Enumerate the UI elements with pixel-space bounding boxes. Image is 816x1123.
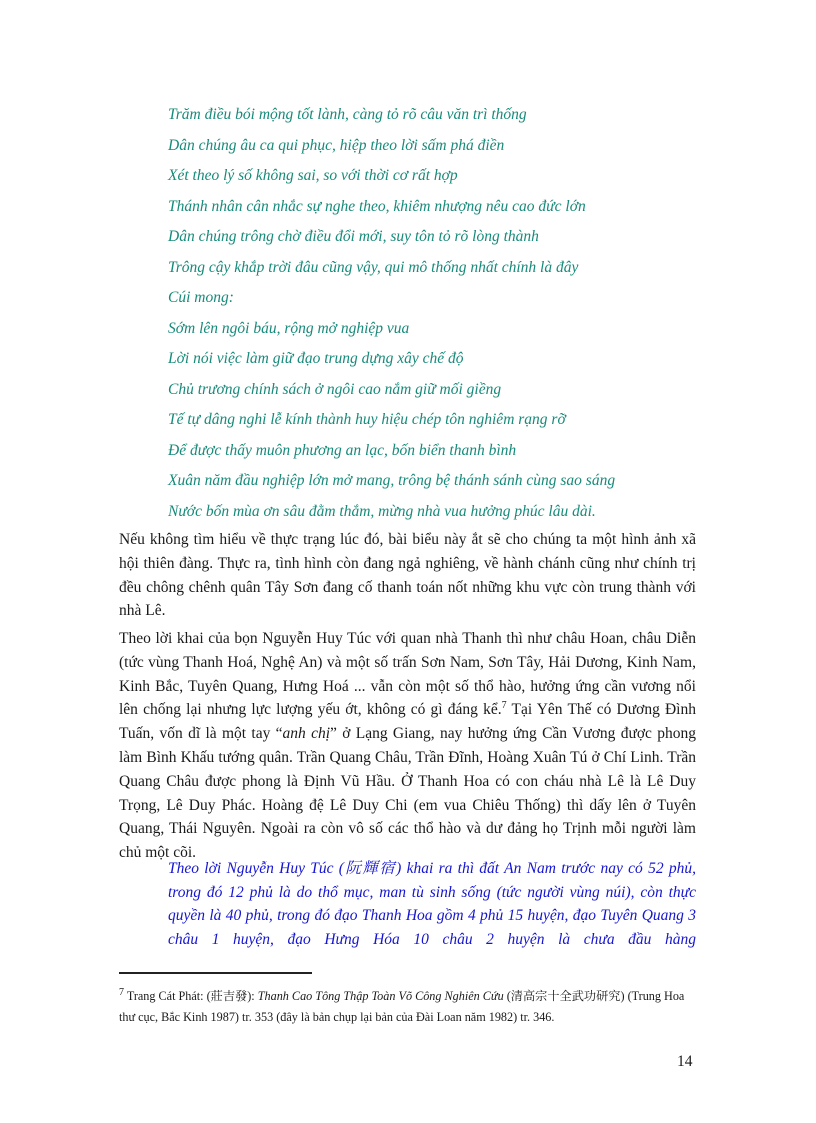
poem-line: Trăm điều bói mộng tốt lành, càng tỏ rõ câu văn trì thống <box>168 106 527 123</box>
poem-line: Cúi mong: <box>168 289 234 306</box>
paragraph-1-text: Nếu không tìm hiểu về thực trạng lúc đó, bài biểu này ắt sẽ cho chúng ta một hình ảnh xã hội thiên đàng. Thực ra, tình hình còn đang ngả nghiêng, về hành chánh cũng như chính trị đều chông chênh quân Tây Sơn đang cố thanh toán nốt những khu vực còn trung thành với nhà Lê. <box>119 531 696 620</box>
poem-line: Để được thấy muôn phương an lạc, bốn biển thanh bình <box>168 441 517 459</box>
quote-text: Theo lời Nguyễn Huy Túc (阮輝宿) khai ra thì đất An Nam trước nay có 52 phủ, trong đó 12 phủ là do thổ mục, man tù sinh sống (tức người vùng núi), còn thực quyền là 40 phủ, trong đó đạo Thanh Hoa gồm 4 phủ 15 huyện, đạo Tuyên Quang 3 châu 1 huyện, đạo Hưng Hóa 10 châu 2 huyện là chưa đầu hàng <box>168 860 696 948</box>
poem-line: Dân chúng âu ca qui phục, hiệp theo lời sấm phá điền <box>168 136 505 154</box>
poem-line: Xuân năm đầu nghiệp lớn mở mang, trông bệ thánh sánh cùng sao sáng <box>168 472 616 489</box>
footnote-ref[interactable]: 7 <box>501 700 507 712</box>
poem-line: Nước bốn mùa ơn sâu đằm thắm, mừng nhà vua hưởng phúc lâu dài. <box>168 502 596 520</box>
poem-line: Thánh nhân cân nhắc sự nghe theo, khiêm nhượng nêu cao đức lớn <box>168 197 586 215</box>
footnote-book-title: Thanh Cao Tông Thập Toàn Võ Công Nghiên Cứu <box>257 989 504 1003</box>
footnote-divider <box>119 972 312 974</box>
poem-line: Tế tự dâng nghi lễ kính thành huy hiệu chép tôn nghiêm rạng rỡ <box>168 411 566 428</box>
paragraph-1 <box>119 528 696 623</box>
poem-line: Trông cậy khắp trời đâu cũng vậy, qui mô thống nhất chính là đây <box>168 258 579 276</box>
poem-block <box>168 100 768 527</box>
footnote-number: 7 <box>119 986 124 998</box>
poem-line: Dân chúng trông chờ điều đổi mới, suy tôn tỏ rõ lòng thành <box>168 228 539 245</box>
poem-line: Sớm lên ngôi báu, rộng mở nghiệp vua <box>168 319 410 337</box>
paragraph-2-text-a: Theo lời khai của bọn Nguyễn Huy Túc với quan nhà Thanh thì như châu Hoan, châu Diễn (tức vùng Thanh Hoá, Nghệ An) và một số trấn Sơn Nam, Sơn Tây, Hải Dương, Kinh Nam, Kinh Bắc, Tuyên Quang, Hưng Hoá ... vẫn còn một số thổ hào, hưởng ứng cần vương nổi lên chống lại nhưng lực lượng yếu ớt, không có gì đáng kể. <box>119 630 696 719</box>
paragraph-2-text-b: Tại Yên Thế có Dương Đình Tuấn, vốn dĩ là một tay “ <box>119 701 696 743</box>
poem-line: Xét theo lý số không sai, so với thời cơ rất hợp <box>168 167 458 184</box>
paragraph-2 <box>119 627 696 865</box>
footnote <box>119 986 699 1028</box>
poem-line: Chủ trương chính sách ở ngôi cao nắm giữ mối giềng <box>168 380 502 398</box>
italic-phrase: anh chị <box>282 725 331 743</box>
paragraph-2-text-c: ” ở Lạng Giang, nay hưởng ứng Cần Vương được phong làm Bình Khấu tướng quân. Trần Quang Châu, Trần Đĩnh, Hoàng Xuân Tú ở Chí Linh. Trần Quang Châu được phong là Định Vũ Hầu. Ở Thanh Hoa có con cháu nhà Lê là Lê Duy Trọng, Lê Duy Phác. Hoàng đệ Lê Duy Chi (em vua Chiêu Thống) thì dấy lên ở Tuyên Quang, Thái Nguyên. Ngoài ra còn vô số các thổ hào và dư đảng họ Trịnh mỗi người làm chủ một cõi. <box>119 725 697 862</box>
blue-quote <box>168 857 696 951</box>
footnote-text-b: (清高宗十全武功研究) (Trung Hoa thư cục, Bắc Kinh 1987) tr. 353 (đây là bản chụp lại bản của Đài Loan năm 1982) tr. 346. <box>119 989 685 1024</box>
footnote-text-a: Trang Cát Phát: (莊吉發): <box>124 989 258 1003</box>
poem-line: Lời nói việc làm giữ đạo trung dựng xây chế độ <box>168 350 464 367</box>
page-number: 14 <box>677 1053 693 1070</box>
